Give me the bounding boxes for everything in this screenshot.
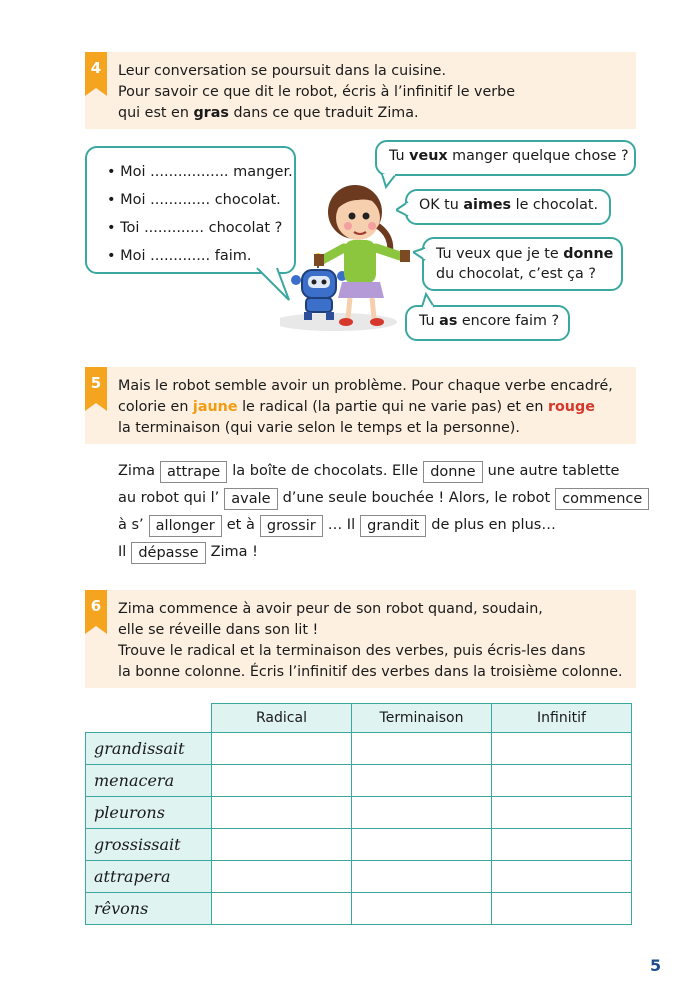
- verb-cell: grossissait: [86, 829, 212, 861]
- radical-cell[interactable]: [212, 765, 352, 797]
- bubble-tail: [418, 292, 438, 308]
- story-line: [118, 485, 654, 512]
- framed-verb[interactable]: allonger: [149, 515, 222, 537]
- radical-cell[interactable]: [212, 797, 352, 829]
- text-span: de plus en plus…: [431, 517, 556, 533]
- exercise-number-4: 4: [85, 52, 107, 96]
- terminaison-cell[interactable]: [352, 797, 492, 829]
- infinitif-cell[interactable]: [492, 893, 632, 925]
- instruction-text-6: [118, 599, 623, 683]
- robot-speech-bubble: [85, 146, 296, 274]
- story-text: [118, 458, 654, 566]
- radical-cell[interactable]: [212, 733, 352, 765]
- bubble-tail: [396, 200, 410, 220]
- text-span: Tu: [419, 313, 440, 329]
- text-span: Tu: [389, 148, 410, 164]
- zima-bubble-1: [375, 140, 636, 176]
- column-header: Terminaison: [352, 704, 492, 733]
- bold-verb: donne: [563, 246, 614, 262]
- infinitif-cell[interactable]: [492, 829, 632, 861]
- text-span: encore faim ?: [457, 313, 560, 329]
- framed-verb[interactable]: grossir: [260, 515, 323, 537]
- bold-word: gras: [193, 105, 229, 121]
- story-line: [118, 458, 654, 485]
- zima-bubble-4: [405, 305, 570, 341]
- fill-in-item[interactable]: • Toi ............. chocolat ?: [107, 220, 283, 236]
- table-corner: [86, 704, 212, 733]
- instruction-line: Zima commence à avoir peur de son robot quand, soudain,: [118, 601, 543, 617]
- terminaison-cell[interactable]: [352, 765, 492, 797]
- text-span: d’une seule bouchée ! Alors, le robot: [282, 490, 551, 506]
- text-span: et à: [226, 517, 255, 533]
- text-span: qui est en: [118, 105, 194, 121]
- framed-verb[interactable]: grandit: [360, 515, 426, 537]
- text-span: Zima: [118, 463, 155, 479]
- text-span: OK tu: [419, 197, 464, 213]
- text-span: le radical (la partie qui ne varie pas) et en: [237, 399, 548, 415]
- framed-verb[interactable]: avale: [224, 488, 277, 510]
- framed-verb[interactable]: dépasse: [131, 542, 205, 564]
- terminaison-cell[interactable]: [352, 893, 492, 925]
- instruction-line: la bonne colonne. Écris l’infinitif des verbes dans la troisième colonne.: [118, 664, 623, 680]
- infinitif-cell[interactable]: [492, 797, 632, 829]
- text-span: colorie en: [118, 399, 193, 415]
- instruction-line: Leur conversation se poursuit dans la cuisine.: [118, 63, 447, 79]
- table-row: [86, 893, 632, 925]
- framed-verb[interactable]: donne: [423, 461, 482, 483]
- instruction-line: Pour savoir ce que dit le robot, écris à l’infinitif le verbe: [118, 84, 516, 100]
- verb-cell: menacera: [86, 765, 212, 797]
- exercise-number-5: 5: [85, 367, 107, 411]
- verb-cell: pleurons: [86, 797, 212, 829]
- table-row: [86, 733, 632, 765]
- verb-table: [85, 703, 632, 925]
- text-span: manger quelque chose ?: [447, 148, 629, 164]
- text-span: … Il: [327, 517, 356, 533]
- table-header-row: [86, 704, 632, 733]
- column-header: Radical: [212, 704, 352, 733]
- fill-in-list: [107, 158, 293, 270]
- instruction-line: [118, 397, 613, 418]
- text-span: le chocolat.: [511, 197, 599, 213]
- framed-verb[interactable]: commence: [555, 488, 649, 510]
- zima-and-robot-illustration: [280, 170, 420, 340]
- text-span: la boîte de chocolats. Elle: [232, 463, 419, 479]
- text-span: Zima !: [210, 544, 258, 560]
- radical-cell[interactable]: [212, 829, 352, 861]
- text-span: Il: [118, 544, 127, 560]
- fill-in-item[interactable]: • Moi ............. chocolat.: [107, 192, 281, 208]
- exercise-number-6: 6: [85, 590, 107, 634]
- instruction-line: elle se réveille dans son lit !: [118, 622, 319, 638]
- terminaison-cell[interactable]: [352, 861, 492, 893]
- infinitif-cell[interactable]: [492, 733, 632, 765]
- bold-verb: as: [439, 313, 458, 329]
- text-span: Tu veux que je te: [436, 246, 564, 262]
- radical-cell[interactable]: [212, 893, 352, 925]
- story-line: [118, 512, 654, 539]
- verb-cell: grandissait: [86, 733, 212, 765]
- text-span: au robot qui l’: [118, 490, 220, 506]
- instruction-line: Trouve le radical et la terminaison des verbes, puis écris-les dans: [118, 643, 586, 659]
- text-span: à s’: [118, 517, 144, 533]
- zima-bubble-3: [422, 237, 623, 291]
- fill-in-item[interactable]: • Moi ............. faim.: [107, 248, 252, 264]
- instruction-line: la terminaison (qui varie selon le temps et la personne).: [118, 420, 520, 436]
- zima-bubble-2: [405, 189, 611, 225]
- table-row: [86, 765, 632, 797]
- verb-cell: rêvons: [86, 893, 212, 925]
- instruction-line: Mais le robot semble avoir un problème. Pour chaque verbe encadré,: [118, 378, 613, 394]
- bold-verb: veux: [409, 148, 448, 164]
- instruction-text-5: [118, 376, 613, 439]
- infinitif-cell[interactable]: [492, 765, 632, 797]
- infinitif-cell[interactable]: [492, 861, 632, 893]
- fill-in-item[interactable]: • Moi ................. manger.: [107, 164, 293, 180]
- table-row: [86, 797, 632, 829]
- bubble-tail: [413, 246, 427, 266]
- terminaison-cell[interactable]: [352, 733, 492, 765]
- bold-verb: aimes: [463, 197, 512, 213]
- yellow-word: jaune: [192, 399, 238, 415]
- framed-verb[interactable]: attrape: [160, 461, 227, 483]
- instruction-panel-5: [85, 367, 636, 444]
- instruction-panel-6: [85, 590, 636, 688]
- terminaison-cell[interactable]: [352, 829, 492, 861]
- bubble-line: du chocolat, c’est ça ?: [436, 266, 596, 282]
- instruction-panel-4: [85, 52, 636, 129]
- table-row: [86, 829, 632, 861]
- table-row: [86, 861, 632, 893]
- verb-cell: attrapera: [86, 861, 212, 893]
- red-word: rouge: [547, 399, 595, 415]
- text-span: dans ce que traduit Zima.: [228, 105, 419, 121]
- column-header: Infinitif: [492, 704, 632, 733]
- page-number: 5: [650, 956, 662, 975]
- instruction-text-4: [118, 61, 515, 124]
- radical-cell[interactable]: [212, 861, 352, 893]
- bubble-line: [436, 244, 614, 264]
- story-line: [118, 539, 654, 566]
- bubble-tail: [380, 174, 400, 190]
- instruction-line: [118, 103, 515, 124]
- text-span: une autre tablette: [487, 463, 620, 479]
